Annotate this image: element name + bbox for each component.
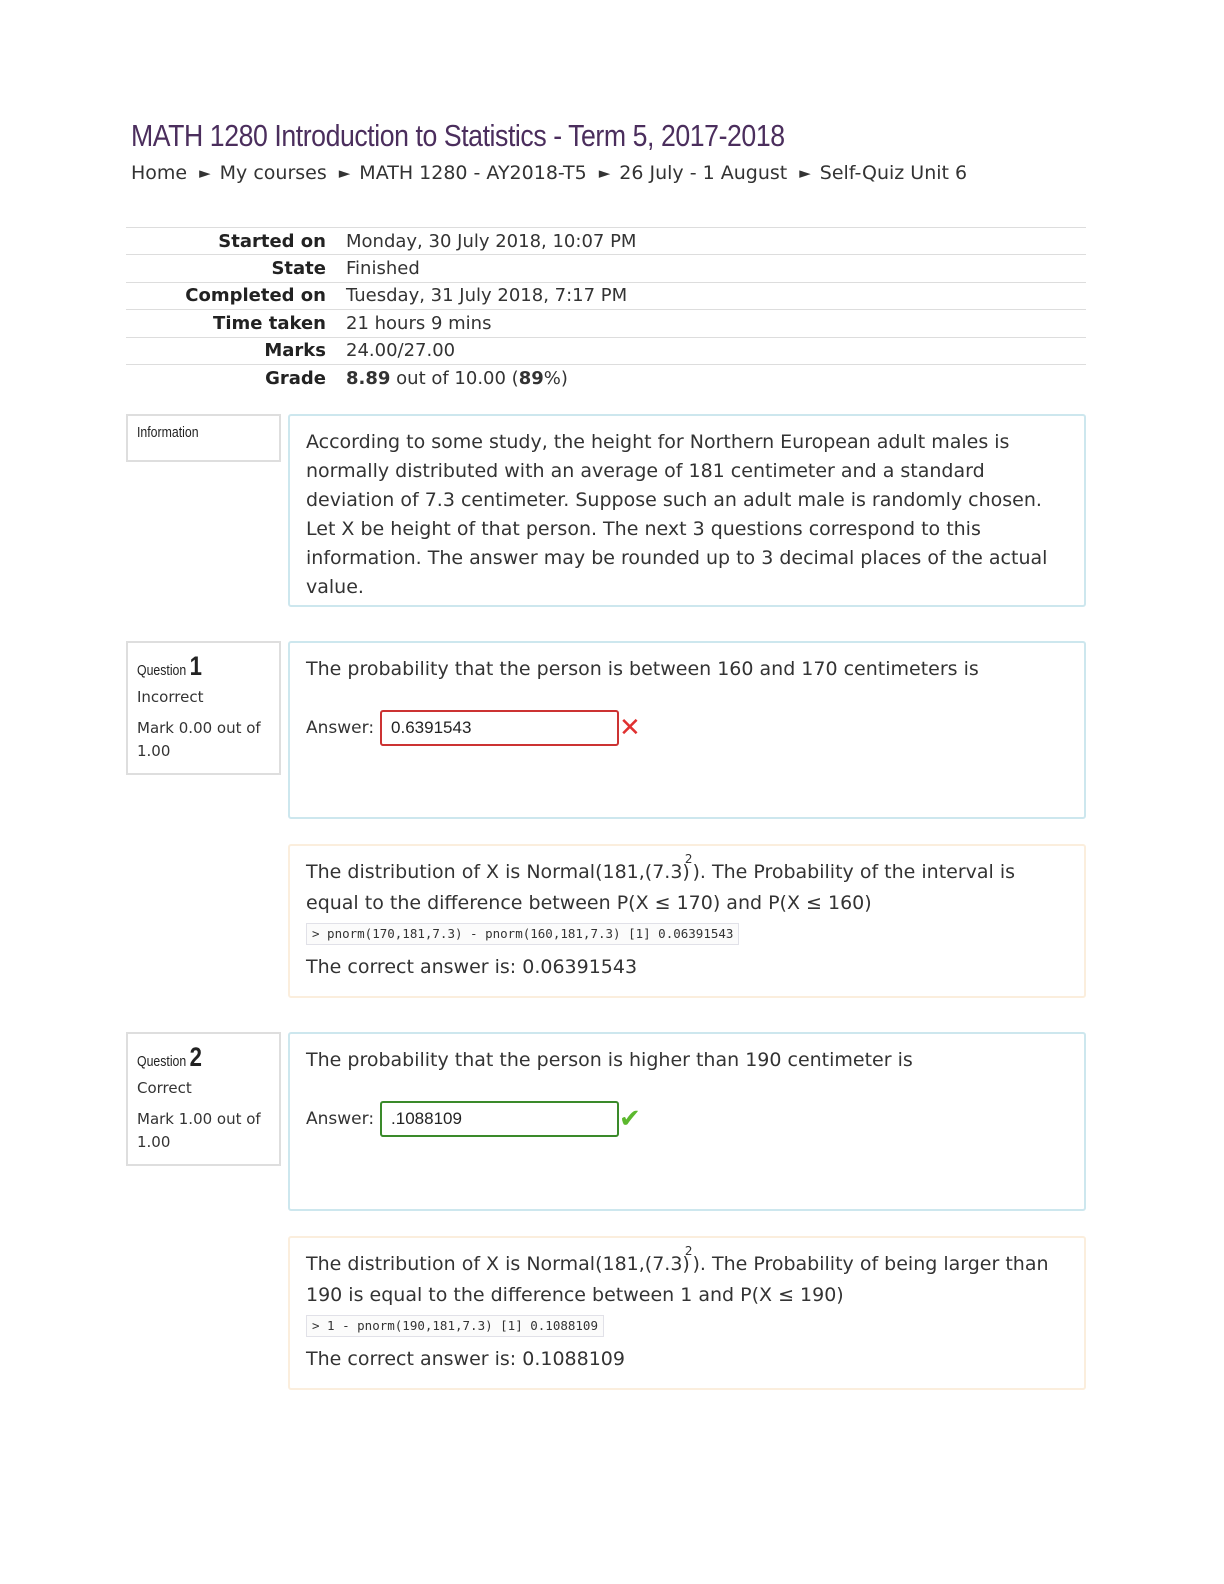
attempt-summary-table	[126, 227, 1086, 392]
question-2-explanation-start: The distribution of X is Normal(181,(7.3)	[306, 1253, 690, 1275]
question-1-explanation	[306, 852, 1068, 918]
question-1-explanation-start: The distribution of X is Normal(181,(7.3)	[306, 861, 690, 883]
breadcrumb-course-link[interactable]: MATH 1280 - AY2018-T5	[359, 162, 587, 184]
started-label: Started on	[218, 230, 326, 252]
question-2-text: The probability that the person is higher than 190 centimeter is	[306, 1049, 913, 1071]
state-label: State	[271, 258, 326, 280]
grade-label: Grade	[265, 367, 326, 389]
question-2-feedback	[288, 1236, 1086, 1390]
summary-row-started	[126, 228, 1086, 255]
question-1-answer-label: Answer:	[306, 717, 375, 738]
question-1-answer-row	[306, 710, 1068, 746]
summary-row-completed	[126, 282, 1086, 309]
question-2-number: 2	[189, 1042, 202, 1072]
completed-value: Tuesday, 31 July 2018, 7:17 PM	[346, 285, 628, 307]
time-taken-value: 21 hours 9 mins	[346, 312, 492, 334]
question-2-answer-field[interactable]: .1088109	[380, 1101, 619, 1137]
question-1-answer-field[interactable]: 0.6391543	[380, 710, 619, 746]
question-2-heading	[137, 1042, 246, 1073]
question-2-explanation-end: ). The Probability of being larger than 190 is equal to the difference between 1 and P(X ≤ 190)	[306, 1253, 1049, 1306]
summary-row-state	[126, 255, 1086, 282]
question-2-state: Correct	[137, 1079, 192, 1097]
question-2-label: Question	[137, 1053, 187, 1070]
question-2-answer-label: Answer:	[306, 1108, 375, 1129]
page-title: MATH 1280 Introduction to Statistics - Term 5, 2017-2018	[131, 118, 785, 153]
breadcrumb-quiz-link[interactable]: Self-Quiz Unit 6	[819, 162, 968, 184]
question-2-mark: Mark 1.00 out of 1.00	[137, 1110, 261, 1151]
question-1-mark: Mark 0.00 out of 1.00	[137, 719, 261, 760]
grade-value	[346, 364, 1086, 391]
started-value: Monday, 30 July 2018, 10:07 PM	[346, 230, 637, 252]
breadcrumb-my-courses-link[interactable]: My courses	[219, 162, 327, 184]
question-2-r-code: > 1 - pnorm(190,181,7.3) [1] 0.1088109	[306, 1315, 604, 1337]
state-value: Finished	[346, 258, 420, 280]
question-1-correct-answer: The correct answer is: 0.06391543	[306, 956, 638, 978]
question-2-explanation	[306, 1244, 1068, 1310]
breadcrumb-separator-icon: ►	[799, 164, 811, 182]
check-icon: ✔	[619, 1104, 641, 1134]
information-info-box	[126, 414, 281, 462]
question-1-info-box	[126, 641, 281, 775]
question-1-r-code: > pnorm(170,181,7.3) - pnorm(160,181,7.3) [1] 0.06391543	[306, 923, 739, 945]
breadcrumb-separator-icon: ►	[598, 164, 611, 182]
question-2-info-box	[126, 1032, 281, 1166]
summary-row-marks	[126, 337, 1086, 364]
question-2-formulation	[288, 1032, 1086, 1211]
grade-score: 8.89	[346, 367, 391, 389]
question-1-state: Incorrect	[137, 688, 204, 706]
question-1-number: 1	[189, 651, 202, 681]
question-1-text: The probability that the person is between 160 and 170 centimeters is	[306, 658, 979, 680]
grade-percent-suffix: %)	[543, 367, 568, 389]
question-1-feedback	[288, 844, 1086, 998]
time-taken-label: Time taken	[213, 312, 326, 334]
breadcrumb-home-link[interactable]: Home	[131, 162, 188, 184]
information-content	[288, 414, 1086, 607]
breadcrumb	[131, 162, 967, 184]
question-1-formulation	[288, 641, 1086, 819]
marks-value: 24.00/27.00	[346, 340, 456, 362]
breadcrumb-separator-icon: ►	[338, 164, 351, 182]
question-1-exponent: 2	[684, 852, 693, 866]
question-1-heading	[137, 651, 246, 682]
information-label: Information	[137, 424, 199, 441]
question-2-exponent: 2	[684, 1244, 693, 1258]
summary-row-grade	[126, 364, 1086, 391]
question-1-label: Question	[137, 662, 187, 679]
breadcrumb-week-link[interactable]: 26 July - 1 August	[619, 162, 788, 184]
grade-percent: 89	[518, 367, 544, 389]
question-1-explanation-end: ). The Probability of the interval is equal to the difference between P(X ≤ 170) and P(X ≤ 160)	[306, 861, 1016, 914]
question-2-correct-answer: The correct answer is: 0.1088109	[306, 1348, 625, 1370]
completed-label: Completed on	[185, 285, 326, 307]
information-text: According to some study, the height for Northern European adult males is normally distributed with an average of 181 centimeter and a standard deviation of 7.3 centimeter. Suppose such an adult male is randomly chosen. Let X be height of that person. The next 3 questions correspond to this information. The answer may be rounded up to 3 decimal places of the actual value.	[306, 431, 1048, 598]
marks-label: Marks	[264, 340, 326, 362]
question-2-answer-row	[306, 1101, 1068, 1137]
summary-row-time	[126, 310, 1086, 337]
breadcrumb-separator-icon: ►	[199, 164, 211, 182]
grade-out-of: out of 10.00 (	[396, 367, 519, 389]
cross-icon: ✕	[619, 713, 641, 743]
